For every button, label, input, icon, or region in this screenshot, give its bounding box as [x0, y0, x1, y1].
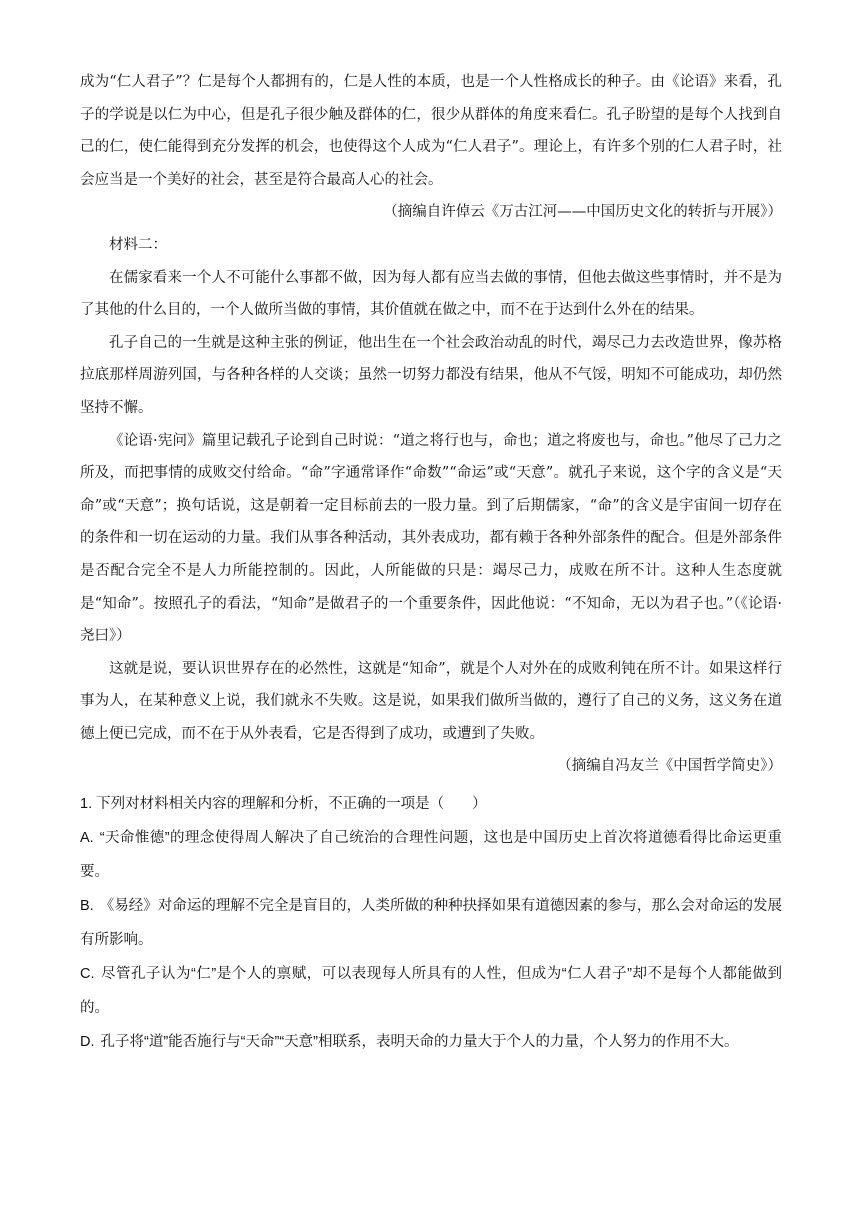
- option-b[interactable]: [80, 889, 782, 957]
- option-d[interactable]: [80, 1025, 782, 1059]
- material2-paragraph-3: 《论语·宪问》篇里记载孔子论到自己时说：“道之将行也与，命也；道之将废也与，命也。”他尽了己力之所及，而把事情的成败交付给命。“命”字通常译作“命数”“命运”或“天意”。就孔子来说，这个字的含义是“天命”或“天意”；换句话说，这是朝着一定目标前去的一股力量。到了后期儒家，“命”的含义是宇宙间一切存在的条件和一切在运动的力量。我们从事各种活动，其外表成功，都有赖于各种外部条件的配合。但是外部条件是否配合完全不是人力所能控制的。因此，人所能做的只是：竭尽己力，成败在所不计。这种人生态度就是“知命”。按照孔子的看法，“知命”是做君子的一个重要条件，因此他说：“不知命，无以为君子也。”（《论语·尧曰》）: [80, 432, 782, 645]
- material2-heading: 材料二：: [109, 236, 167, 253]
- material1-source: （摘编自许倬云《万古江河——中国历史文化的转折与开展》）: [383, 204, 782, 221]
- option-a[interactable]: [80, 821, 782, 889]
- option-d-text: 孔子将“道”能否施行与“天命”“天意”相联系，表明天命的力量大于个人的力量，个人努力的作用不大。: [100, 1034, 739, 1051]
- material1-paragraph-tail: 成为“仁人君子”？仁是每个人都拥有的，仁是人性的本质，也是一个人性格成长的种子。由《论语》来看，孔子的学说是以仁为中心，但是孔子很少触及群体的仁，很少从群体的角度来看仁。孔子盼望的是每个人找到自己的仁，使仁能得到充分发挥的机会，也使得这个人成为“仁人君子”。理论上，有许多个别的仁人君子时，社会应当是一个美好的社会，甚至是符合最高人心的社会。: [80, 74, 782, 188]
- question-1: [80, 787, 782, 1059]
- option-b-text: 《易经》对命运的理解不完全是盲目的，人类所做的种种抉择如果有道德因素的参与，那么会对命运的发展有所影响。: [80, 898, 782, 949]
- option-c[interactable]: [80, 957, 782, 1025]
- question-stem-text: 1. 下列对材料相关内容的理解和分析，不正确的一项是（: [80, 796, 445, 813]
- option-c-text: 尽管孔子认为“仁”是个人的禀赋，可以表现每人所具有的人性，但成为“仁人君子”却不是每个人都能做到的。: [80, 966, 782, 1017]
- question-stem: [80, 787, 782, 821]
- document-page: [80, 66, 782, 1059]
- option-a-text: “天命惟德”的理念使得周人解决了自己统治的合理性问题，这也是中国历史上首次将道德看得比命运更重要。: [80, 830, 782, 881]
- question-stem-close: ）: [472, 796, 487, 813]
- option-d-letter: D.: [80, 1034, 95, 1051]
- material2-paragraph-1: 在儒家看来一个人不可能什么事都不做，因为每人都有应当去做的事情，但他去做这些事情时，并不是为了其他的什么目的，一个人做所当做的事情，其价值就在做之中，而不在于达到什么外在的结果。: [80, 269, 782, 319]
- option-b-letter: B.: [80, 898, 94, 915]
- material2-paragraph-4: 这就是说，要认识世界存在的必然性，这就是“知命”，就是个人对外在的成败利钝在所不计。如果这样行事为人，在某种意义上说，我们就永不失败。这是说，如果我们做所当做的，遵行了自己的义务，这义务在道德上便已完成，而不在于从外表看，它是否得到了成功，或遭到了失败。: [80, 660, 782, 742]
- material2-paragraph-2: 孔子自己的一生就是这种主张的例证，他出生在一个社会政治动乱的时代，竭尽己力去改造世界，像苏格拉底那样周游列国，与各种各样的人交谈；虽然一切努力都没有结果，他从不气馁，明知不可能成功，却仍然坚持不懈。: [80, 334, 782, 416]
- material2-source: （摘编自冯友兰《中国哲学简史》）: [557, 758, 782, 775]
- option-c-letter: C.: [80, 966, 95, 983]
- option-a-letter: A.: [80, 830, 94, 847]
